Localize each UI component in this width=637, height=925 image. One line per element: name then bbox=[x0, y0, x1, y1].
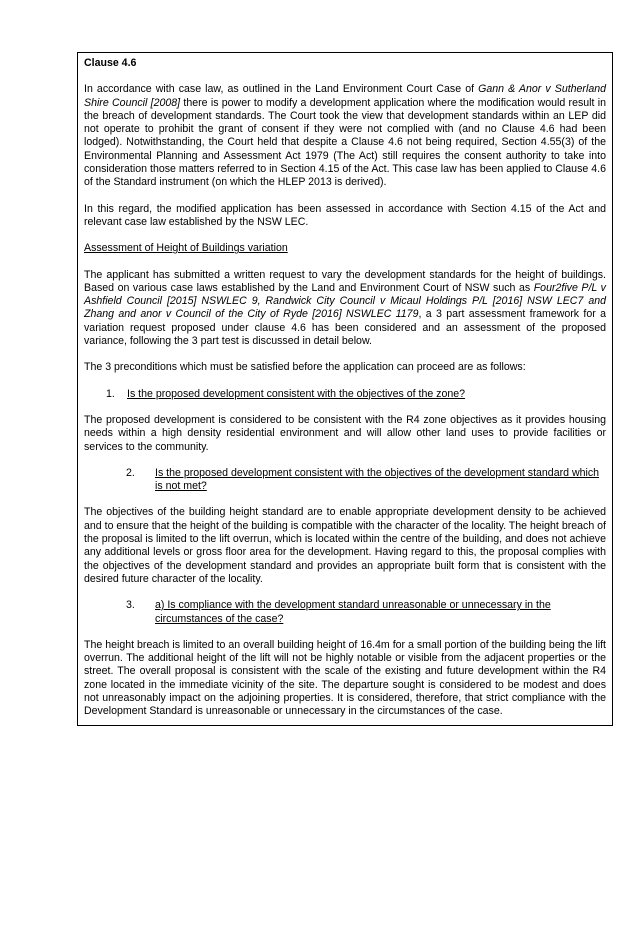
precondition-3-question: a) Is compliance with the development standard unreasonable or unnecessary in the circumstances of the case? bbox=[155, 599, 551, 625]
precondition-2-answer: The objectives of the building height standard are to enable appropriate development density to be achieved and to ensure that the height of the building is compatible with the character of the locality. The height breach of the proposal is limited to the lift overrun, which is located within the centre of the building, and does not achieve any additional levels or gross floor area for the development. Having regard to this, the proposal complies with the objectives of the development standard and provides an appropriate built form that is consistent with the desired future character of the locality. bbox=[84, 506, 606, 585]
precondition-2-question: Is the proposed development consistent with the objectives of the development standard which is not met? bbox=[155, 466, 600, 493]
clause-box bbox=[77, 52, 613, 726]
intro-paragraph bbox=[84, 83, 606, 189]
intro-case-name: Gann & Anor v Sutherland Shire Council [2008] bbox=[84, 83, 606, 109]
request-case-names: Four2five P/L v Ashfield Council [2015] NSWLEC 9, Randwick City Council v Micaul Holdings P/L [2016] NSW LEC7 and Zhang and anor v Council of the City of Ryde [2016] NSWLEC 1179 bbox=[84, 281, 606, 321]
precondition-1-number: 1. bbox=[106, 387, 115, 400]
assessment-subheading: Assessment of Height of Buildings variation bbox=[84, 242, 288, 255]
preconditions-paragraph: The 3 preconditions which must be satisfied before the application can proceed are as follows: bbox=[84, 361, 526, 374]
precondition-3-number: 3. bbox=[126, 599, 135, 612]
precondition-3 bbox=[84, 599, 606, 626]
precondition-2-number: 2. bbox=[126, 466, 135, 479]
request-paragraph bbox=[84, 269, 606, 349]
request-text-b: , a 3 part assessment framework for a variation request proposed under clause 4.6 has been considered and an assessment of the proposed variance, following the 3 part test is discussed in detail below. bbox=[84, 308, 606, 348]
request-text-a: The applicant has submitted a written request to vary the development standards for the height of buildings. Based on various case laws established by the Land and Environment Court of NSW such as bbox=[84, 268, 606, 294]
clause-heading: Clause 4.6 bbox=[84, 57, 137, 69]
precondition-1 bbox=[84, 388, 606, 401]
precondition-1-answer: The proposed development is considered to be consistent with the R4 zone objectives as it provides housing needs within a high density residential environment and will allow other land uses to provide facilities or services to the community. bbox=[84, 413, 606, 453]
intro-text-a: In accordance with case law, as outlined in the Land Environment Court Case of bbox=[84, 83, 479, 96]
intro-text-b: there is power to modify a development application where the modification would result in the breach of development standards. The Court took the view that development standards within an LEP did not operate to prohibit the grant of consent if they were not complied with (and no Clause 4.6 had been lodged). Notwithstanding, the Court held that despite a Clause 4.6 not being required, Section 4.55(3) of the Environmental Planning and Assessment Act 1979 (The Act) still requires the consent authority to take into consideration those matters referred to in Section 4.15 of the Act. This case law has been applied to Clause 4.6 of the Standard instrument (on which the HLEP 2013 is derived). bbox=[84, 96, 606, 189]
regard-paragraph: In this regard, the modified application has been assessed in accordance with Section 4.15 of the Act and relevant case law established by the NSW LEC. bbox=[84, 202, 606, 228]
precondition-3-answer: The height breach is limited to an overall building height of 16.4m for a small portion of the building being the lift overrun. The additional height of the lift will not be highly notable or visible from the adjacent properties or the street. The overall proposal is consistent with the scale of the existing and future development within the R4 zone located in the immediate vicinity of the site. The departure sought is considered to be modest and does not unreasonably impact on the adjoining properties. It is considered, therefore, that strict compliance with the Development Standard is unreasonable or unnecessary in the circumstances of the case. bbox=[84, 638, 606, 718]
precondition-2 bbox=[84, 467, 606, 494]
precondition-1-question: Is the proposed development consistent with the objectives of the zone? bbox=[127, 387, 466, 400]
